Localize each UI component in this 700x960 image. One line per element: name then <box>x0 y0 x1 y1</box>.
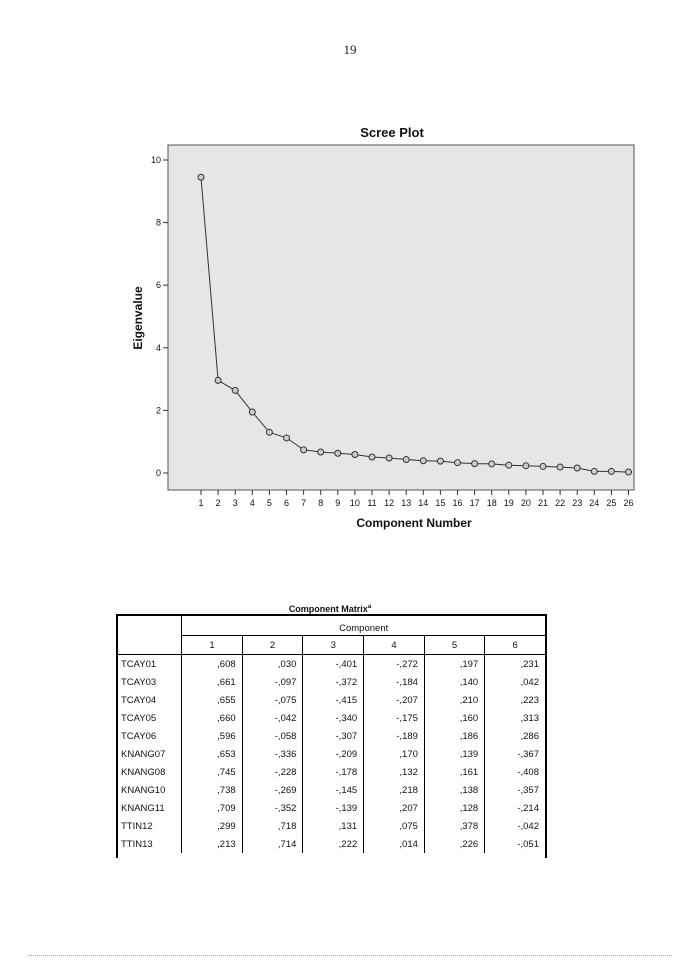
loading-cell: ,745 <box>182 763 242 781</box>
x-tick-label: 16 <box>452 498 463 508</box>
loading-cell: ,655 <box>182 691 242 709</box>
x-tick-label: 13 <box>401 498 412 508</box>
table-title <box>116 604 544 614</box>
x-tick-label: 17 <box>469 498 480 508</box>
loading-cell: ,231 <box>485 655 545 674</box>
loading-cell: ,210 <box>424 691 484 709</box>
data-point <box>626 469 632 475</box>
row-variable-name: TTIN13 <box>121 838 153 850</box>
loading-cell: ,140 <box>424 673 484 691</box>
data-point <box>335 450 341 456</box>
loading-cell: ,299 <box>182 817 242 835</box>
data-point <box>437 458 443 464</box>
data-point <box>232 387 238 393</box>
x-tick-label: 9 <box>335 498 341 508</box>
x-tick-label: 24 <box>589 498 600 508</box>
loading-cell: -,075 <box>242 691 303 709</box>
loading-cell: -,189 <box>364 727 425 745</box>
data-point <box>540 463 546 469</box>
y-axis-label: Eigenvalue <box>131 286 145 350</box>
data-point <box>574 465 580 471</box>
loading-cell: ,139 <box>424 745 484 763</box>
table-row <box>116 673 545 691</box>
row-variable-name: KNANG11 <box>121 802 165 814</box>
component-group-header: Component <box>182 614 545 636</box>
column-header: 2 <box>242 636 303 655</box>
plot-area <box>168 145 634 490</box>
row-variable-name: TCAY03 <box>121 676 157 688</box>
data-point <box>608 468 614 474</box>
loading-cell: ,075 <box>364 817 425 835</box>
loading-cell: -,357 <box>485 781 545 799</box>
loading-cell: ,128 <box>424 799 484 817</box>
loading-cell: ,714 <box>242 835 303 853</box>
y-tick-label: 6 <box>155 280 161 291</box>
table-row <box>116 781 545 799</box>
loading-cell: ,718 <box>242 817 303 835</box>
table-title-superscript: a <box>367 604 372 610</box>
loading-cell: ,313 <box>485 709 545 727</box>
loading-cell: ,608 <box>182 655 242 674</box>
data-point <box>352 452 358 458</box>
data-point <box>215 377 221 383</box>
loading-cell: -,352 <box>242 799 303 817</box>
loading-cell: ,042 <box>485 673 545 691</box>
data-point <box>249 409 255 415</box>
loading-cell: ,138 <box>424 781 484 799</box>
loading-cell: ,131 <box>303 817 364 835</box>
y-tick-label: 10 <box>150 155 161 165</box>
data-point <box>455 460 461 466</box>
data-point <box>403 457 409 463</box>
table-corner-cell <box>116 614 182 655</box>
loading-cell: -,184 <box>364 673 425 691</box>
data-point <box>472 461 478 467</box>
x-tick-label: 25 <box>606 498 617 508</box>
data-point <box>420 458 426 464</box>
x-tick-label: 3 <box>232 498 238 508</box>
data-point <box>591 468 597 474</box>
table-title-text: Component Matrix <box>288 604 368 614</box>
row-variable-name: KNANG10 <box>121 784 166 796</box>
loading-cell: -,307 <box>303 727 364 745</box>
table-row <box>116 691 545 709</box>
column-header: 1 <box>182 636 242 655</box>
loading-cell: -,272 <box>364 655 425 674</box>
loading-cell: ,161 <box>424 763 484 781</box>
x-tick-label: 6 <box>283 498 290 508</box>
x-tick-label: 4 <box>249 498 255 508</box>
loading-cell: -,139 <box>303 799 364 817</box>
loading-cell: -,042 <box>242 709 303 727</box>
x-tick-label: 15 <box>435 498 446 508</box>
y-tick-label: 8 <box>155 217 161 228</box>
page-footer-dotted-line <box>28 955 672 956</box>
y-axis <box>151 155 168 478</box>
loading-cell: ,709 <box>182 799 242 817</box>
column-header: 3 <box>303 636 364 655</box>
loading-cell: -,097 <box>242 673 303 691</box>
x-tick-label: 23 <box>572 498 583 508</box>
x-tick-label: 22 <box>555 498 566 508</box>
row-variable-name: KNANG07 <box>121 748 166 760</box>
x-tick-label: 19 <box>503 498 514 508</box>
loading-cell: ,286 <box>485 727 545 745</box>
loading-cell: ,030 <box>242 655 303 674</box>
loading-cell: -,269 <box>242 781 303 799</box>
loading-cell: -,214 <box>485 799 545 817</box>
x-tick-label: 20 <box>520 498 531 508</box>
y-tick-label: 4 <box>155 342 161 353</box>
x-tick-label: 10 <box>349 498 360 508</box>
loading-cell: ,222 <box>303 835 364 853</box>
loading-cell: ,223 <box>485 691 545 709</box>
data-point <box>284 435 290 441</box>
table-row <box>116 835 545 853</box>
loading-cell: ,170 <box>364 745 425 763</box>
loading-cell: ,661 <box>182 673 242 691</box>
x-tick-label: 8 <box>318 498 324 508</box>
loading-cell: ,218 <box>364 781 425 799</box>
column-header: 6 <box>485 636 545 655</box>
loading-cell: -,145 <box>303 781 364 799</box>
loading-cell: ,014 <box>364 835 425 853</box>
table-row <box>116 709 545 727</box>
loading-cell: ,596 <box>182 727 242 745</box>
loading-cell: -,367 <box>485 745 545 763</box>
data-point <box>489 461 495 467</box>
loading-cell: -,207 <box>364 691 425 709</box>
table-body <box>116 655 545 854</box>
loading-cell: -,415 <box>303 691 364 709</box>
loading-cell: -,058 <box>242 727 303 745</box>
data-point <box>369 454 375 460</box>
component-matrix-table <box>116 614 545 853</box>
table-row <box>116 655 545 674</box>
x-axis-label: Component Number <box>356 516 472 530</box>
row-variable-name: TCAY01 <box>121 658 157 670</box>
x-tick-label: 1 <box>198 498 204 508</box>
column-header: 4 <box>364 636 425 655</box>
table-row <box>116 727 545 745</box>
loading-cell: -,340 <box>303 709 364 727</box>
loading-cell: -,372 <box>303 673 364 691</box>
table-row <box>116 817 545 835</box>
loading-cell: -,175 <box>364 709 425 727</box>
x-axis <box>198 490 633 508</box>
x-tick-label: 14 <box>418 498 429 508</box>
loading-cell: ,653 <box>182 745 242 763</box>
table-group-header-row <box>116 614 545 636</box>
x-tick-label: 2 <box>215 498 221 508</box>
loading-cell: ,660 <box>182 709 242 727</box>
loading-cell: ,186 <box>424 727 484 745</box>
data-point <box>386 455 392 461</box>
row-variable-name: TCAY05 <box>121 712 157 724</box>
x-tick-label: 11 <box>367 498 377 508</box>
data-point <box>266 429 272 435</box>
loading-cell: ,226 <box>424 835 484 853</box>
chart-title: Scree Plot <box>360 125 424 140</box>
table-row <box>116 763 545 781</box>
x-tick-label: 12 <box>384 498 395 508</box>
table-row <box>116 799 545 817</box>
loading-cell: -,042 <box>485 817 545 835</box>
row-variable-name: TCAY06 <box>121 730 157 742</box>
data-point <box>523 463 529 469</box>
row-variable-name: TCAY04 <box>121 694 157 706</box>
loading-cell: ,160 <box>424 709 484 727</box>
data-point <box>318 449 324 455</box>
loading-cell: -,051 <box>485 835 545 853</box>
data-point <box>301 447 307 453</box>
y-tick-label: 2 <box>155 405 161 416</box>
loading-cell: -,228 <box>242 763 303 781</box>
data-point <box>506 462 512 468</box>
x-tick-label: 5 <box>266 498 272 508</box>
loading-cell: -,209 <box>303 745 364 763</box>
loading-cell: -,336 <box>242 745 303 763</box>
loading-cell: -,408 <box>485 763 545 781</box>
loading-cell: ,213 <box>182 835 242 853</box>
row-variable-name: KNANG08 <box>121 766 166 778</box>
loading-cell: ,207 <box>364 799 425 817</box>
row-variable-name: TTIN12 <box>121 820 153 832</box>
x-tick-label: 7 <box>301 498 307 508</box>
data-point <box>557 464 563 470</box>
loading-cell: -,401 <box>303 655 364 674</box>
data-point <box>198 174 204 180</box>
loading-cell: -,178 <box>303 763 364 781</box>
page-number: 19 <box>343 42 357 57</box>
loading-cell: ,378 <box>424 817 484 835</box>
loading-cell: ,132 <box>364 763 425 781</box>
table-row <box>116 745 545 763</box>
loading-cell: ,738 <box>182 781 242 799</box>
x-tick-label: 18 <box>486 498 497 508</box>
y-tick-label: 0 <box>155 468 161 478</box>
column-header: 5 <box>424 636 484 655</box>
x-tick-label: 21 <box>537 498 549 508</box>
loading-cell: ,197 <box>424 655 484 674</box>
x-tick-label: 26 <box>623 498 634 508</box>
